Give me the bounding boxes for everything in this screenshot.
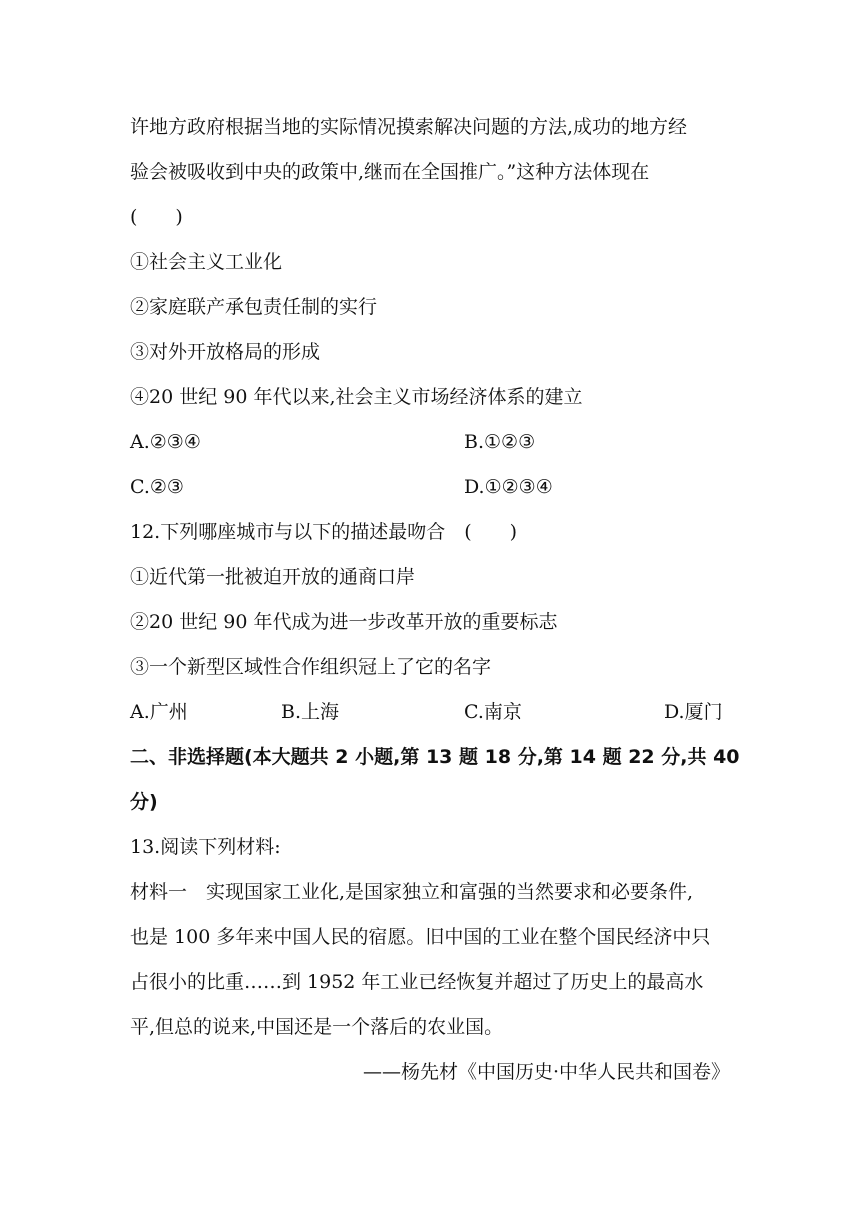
q11-item-2: ②家庭联产承包责任制的实行 <box>130 296 378 318</box>
q12-item-1: ①近代第一批被迫开放的通商口岸 <box>130 566 416 588</box>
q12-stem: 12.下列哪座城市与以下的描述最吻合 ( ) <box>130 521 518 543</box>
q13-material-1-line-3: 占很小的比重……到 1952 年工业已经恢复并超过了历史上的最高水 <box>130 971 704 993</box>
section-2-heading-line-1: 二、非选择题(本大题共 2 小题,第 13 题 18 分,第 14 题 22 分,共 40 <box>130 746 740 768</box>
q11-item-3: ③对外开放格局的形成 <box>130 341 321 363</box>
q11-item-4: ④20 世纪 90 年代以来,社会主义市场经济体系的建立 <box>130 386 583 408</box>
q11-stem-line-2: 验会被吸收到中央的政策中,继而在全国推广。”这种方法体现在 <box>130 161 650 183</box>
q11-option-d: D.①②③④ <box>464 476 553 498</box>
q13-stem: 13.阅读下列材料: <box>130 836 281 858</box>
q12-item-2: ②20 世纪 90 年代成为进一步改革开放的重要标志 <box>130 611 558 633</box>
q13-material-1-source: ——杨先材《中国历史·中华人民共和国卷》 <box>362 1061 730 1083</box>
q12-option-d: D.厦门 <box>664 701 723 723</box>
q11-option-c: C.②③ <box>130 476 184 498</box>
q12-option-b: B.上海 <box>281 701 340 723</box>
q11-stem-line-1: 许地方政府根据当地的实际情况摸索解决问题的方法,成功的地方经 <box>130 116 688 138</box>
q12-item-3: ③一个新型区域性合作组织冠上了它的名字 <box>130 656 492 678</box>
q12-option-c: C.南京 <box>464 701 522 723</box>
q11-item-1: ①社会主义工业化 <box>130 251 283 273</box>
q11-option-a: A.②③④ <box>130 431 201 453</box>
q11-answer-bracket: ( ) <box>130 206 183 228</box>
q13-material-1-line-1: 材料一 实现国家工业化,是国家独立和富强的当然要求和必要条件, <box>130 881 694 903</box>
section-2-heading-line-2: 分) <box>130 791 158 813</box>
q13-material-1-line-2: 也是 100 多年来中国人民的宿愿。旧中国的工业在整个国民经济中只 <box>130 926 711 948</box>
q12-option-a: A.广州 <box>130 701 188 723</box>
q13-material-1-line-4: 平,但总的说来,中国还是一个落后的农业国。 <box>130 1016 504 1038</box>
q11-option-b: B.①②③ <box>464 431 536 453</box>
